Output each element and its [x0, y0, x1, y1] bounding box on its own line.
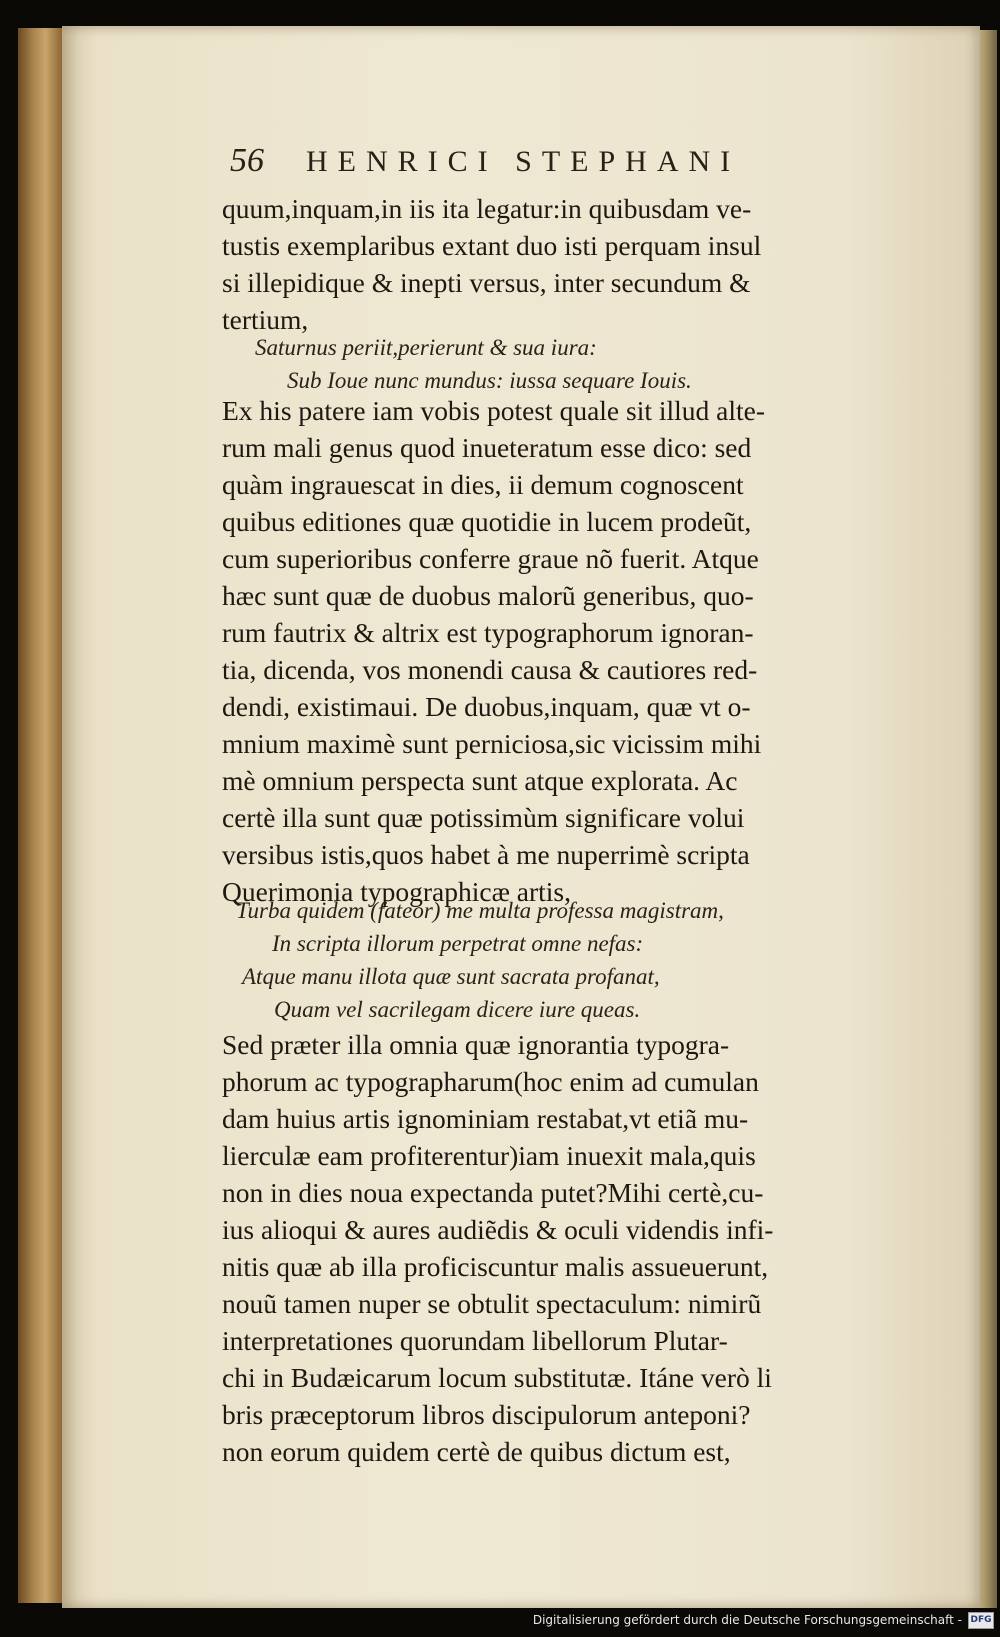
verse-line: In scripta illorum perpetrat omne nefas:: [272, 931, 644, 956]
digitization-credit: [533, 1609, 994, 1631]
verse-line: Quam vel sacrilegam dicere iure queas.: [274, 997, 641, 1022]
text-line: Sed præter illa omnia quæ ignorantia typogra-: [222, 1029, 730, 1060]
text-line: mnium maximè sunt perniciosa,sic vicissim mihi: [222, 728, 762, 759]
text-line: quibus editiones quæ quotidie in lucem prodeũt,: [222, 506, 752, 537]
prose-block-2: [222, 392, 902, 910]
prose-block-1: [222, 190, 902, 338]
text-line: lierculæ eam profiterentur)iam inuexit mala,quis: [222, 1140, 756, 1171]
credit-text: Digitalisierung gefördert durch die Deutsche Forschungsgemeinschaft -: [532, 1613, 962, 1627]
text-line: quum,inquam,in iis ita legatur:in quibusdam ve-: [222, 193, 752, 224]
text-line: phorum ac typographarum(hoc enim ad cumulan: [222, 1066, 759, 1097]
book-spine: [18, 28, 68, 1603]
prose-block-3: [222, 1026, 902, 1470]
verse-line: Sub Ioue nunc mundus: iussa sequare Iouis.: [287, 368, 692, 393]
text-line: dam huius artis ignominiam restabat,vt etiã mu-: [222, 1103, 749, 1134]
text-line: cum superioribus conferre graue nõ fuerit. Atque: [222, 543, 759, 574]
verse-line: Atque manu illota quæ sunt sacrata profanat,: [242, 964, 660, 989]
text-line: bris præceptorum libros discipulorum anteponi?: [222, 1399, 751, 1430]
text-line: non in dies noua expectanda putet?Mihi certè,cu-: [222, 1177, 764, 1208]
verse-line: Saturnus periit,perierunt & sua iura:: [255, 335, 597, 360]
text-line: tertium,: [222, 304, 309, 335]
verse-block-2: [236, 894, 724, 1026]
running-head: HENRICI STEPHANI: [306, 145, 741, 178]
text-line: versibus istis,quos habet à me nuperrimè scripta: [222, 839, 750, 870]
page-number: 56: [230, 142, 264, 179]
text-line: nouũ tamen nuper se obtulit spectaculum: nimirũ: [222, 1288, 762, 1319]
text-line: tia, dicenda, vos monendi causa & cautiores red-: [222, 654, 758, 685]
text-line: non eorum quidem certè de quibus dictum est,: [222, 1436, 731, 1467]
text-line: rum fautrix & altrix est typographorum ignoran-: [222, 617, 754, 648]
text-line: mè omnium perspecta sunt atque explorata. Ac: [222, 765, 738, 796]
verse-block-1: [255, 331, 692, 397]
text-line: Ex his patere iam vobis potest quale sit illud alte-: [222, 395, 766, 426]
text-line: ius alioqui & aures audiẽdis & oculi videndis infi-: [222, 1214, 774, 1245]
text-line: nitis quæ ab illa proficiscuntur malis assueuerunt,: [222, 1251, 769, 1282]
page-header: [230, 142, 870, 186]
text-line: si illepidique & inepti versus, inter secundum &: [222, 267, 751, 298]
text-line: dendi, existimaui. De duobus,inquam, quæ vt o-: [222, 691, 751, 722]
text-line: rum mali genus quod inueteratum esse dico: sed: [222, 432, 752, 463]
text-line: Querimonia typographicæ artis,: [222, 876, 572, 907]
text-line: tustis exemplaribus extant duo isti perquam insul: [222, 230, 762, 261]
verse-line: Turba quidem (fateor) me multa professa magistram,: [236, 898, 724, 923]
text-line: interpretationes quorundam libellorum Plutar-: [222, 1325, 728, 1356]
text-line: certè illa sunt quæ potissimùm significare volui: [222, 802, 745, 833]
text-line: quàm ingrauescat in dies, ii demum cognoscent: [222, 469, 744, 500]
text-line: chi in Budæicarum locum substitutæ. Itáne verò li: [222, 1362, 772, 1393]
dfg-logo-icon: DFG: [968, 1612, 994, 1629]
text-line: hæc sunt quæ de duobus malorũ generibus, quo-: [222, 580, 754, 611]
